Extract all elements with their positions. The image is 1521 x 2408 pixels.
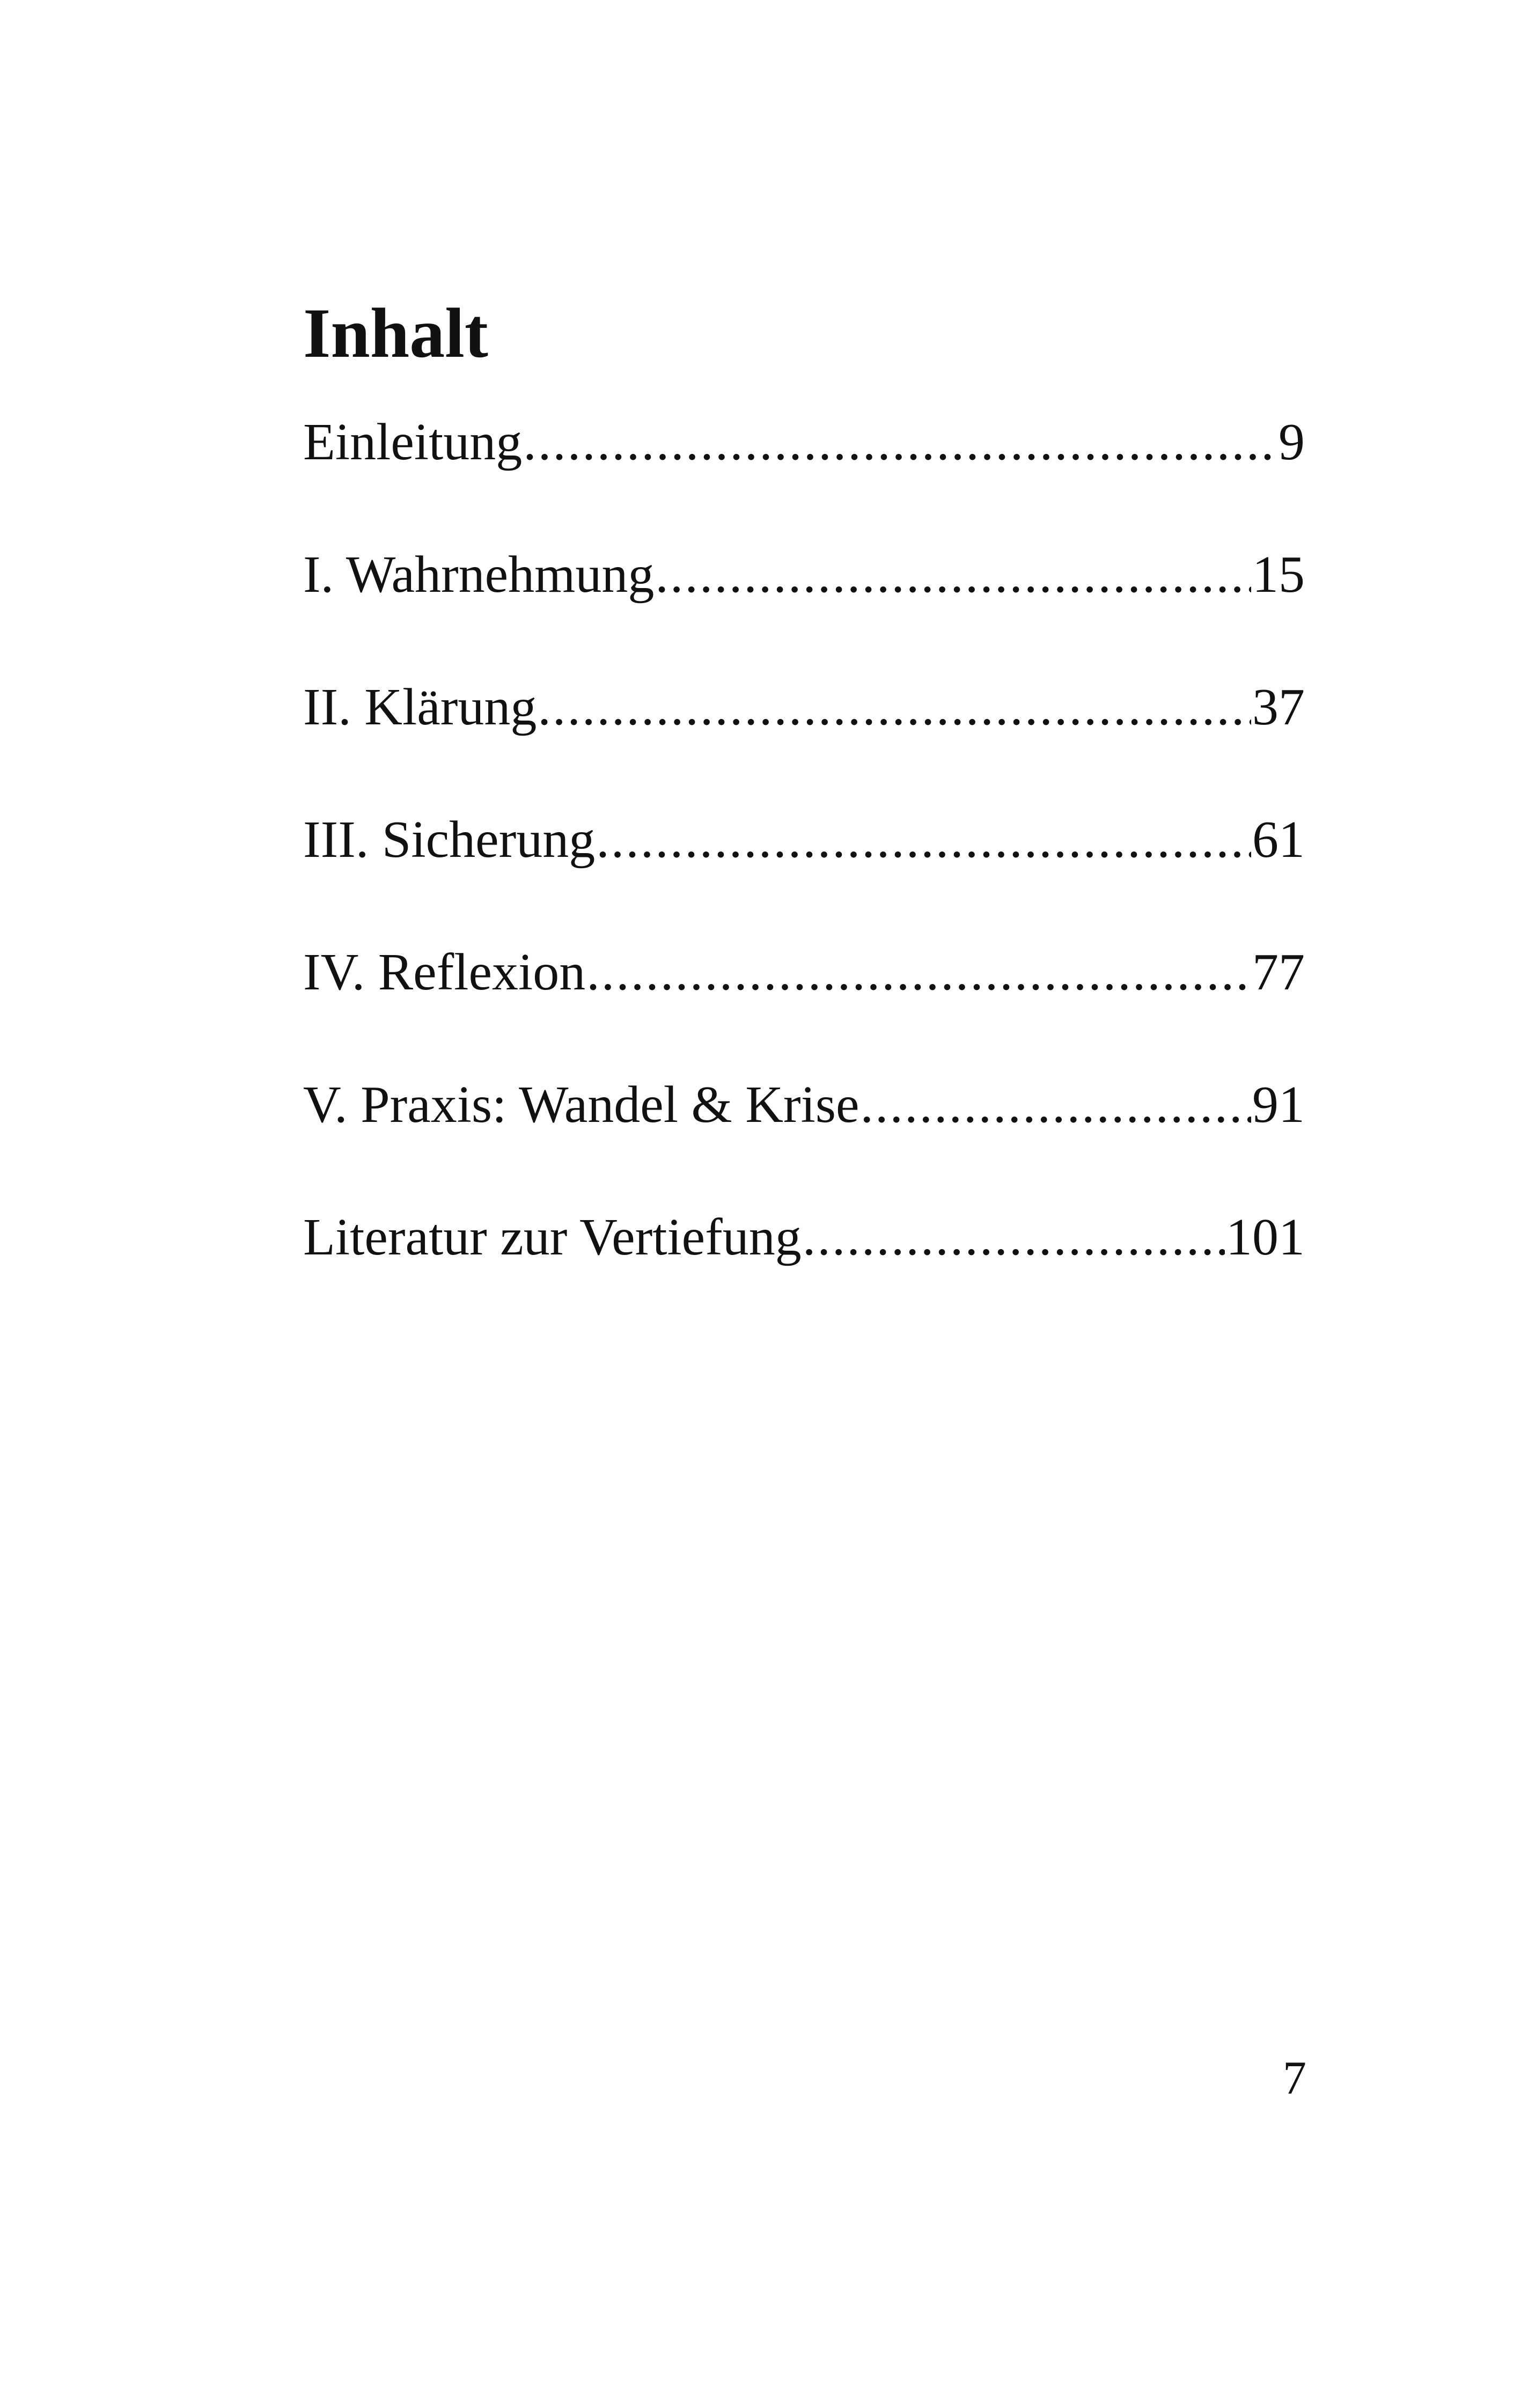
toc-dot-leader: [803, 1211, 1225, 1264]
toc-entry-label: V. Praxis: Wandel & Krise: [303, 1076, 859, 1134]
toc-entry-page: 61: [1252, 811, 1305, 869]
toc-entry-reflexion: [303, 943, 1305, 1078]
toc-dot-leader: [860, 1078, 1251, 1131]
page-title: Inhalt: [303, 293, 488, 372]
toc-dot-leader: [538, 681, 1251, 733]
toc-entry-wahrnehmung: [303, 548, 1305, 681]
toc-entry-page: 77: [1252, 943, 1305, 1001]
toc-dot-leader: [655, 548, 1251, 601]
toc-entry-page: 15: [1252, 546, 1305, 604]
toc-dot-leader: [586, 946, 1251, 999]
toc-entry-label: I. Wahrnehmung: [303, 546, 655, 604]
toc-entry-page: 37: [1252, 678, 1305, 736]
toc-entry-label: II. Klärung: [303, 678, 537, 736]
toc-entry-page: 9: [1278, 413, 1305, 471]
toc-entry-label: Einleitung: [303, 413, 523, 471]
toc-entry-literatur: [303, 1208, 1305, 1344]
toc-dot-leader: [596, 813, 1251, 866]
toc-entry-einleitung: [303, 413, 1305, 548]
toc-entry-label: Literatur zur Vertiefung: [303, 1208, 802, 1266]
toc-entry-label: IV. Reflexion: [303, 943, 586, 1001]
page-number: 7: [1283, 2052, 1306, 2104]
toc-entry-page: 91: [1252, 1076, 1305, 1134]
table-of-contents: [303, 413, 1305, 1344]
toc-entry-page: 101: [1226, 1208, 1305, 1266]
toc-entry-klaerung: [303, 678, 1305, 813]
toc-dot-leader: [523, 416, 1277, 468]
toc-entry-label: III. Sicherung: [303, 811, 596, 869]
toc-entry-praxis: [303, 1078, 1305, 1211]
toc-entry-sicherung: [303, 813, 1305, 946]
